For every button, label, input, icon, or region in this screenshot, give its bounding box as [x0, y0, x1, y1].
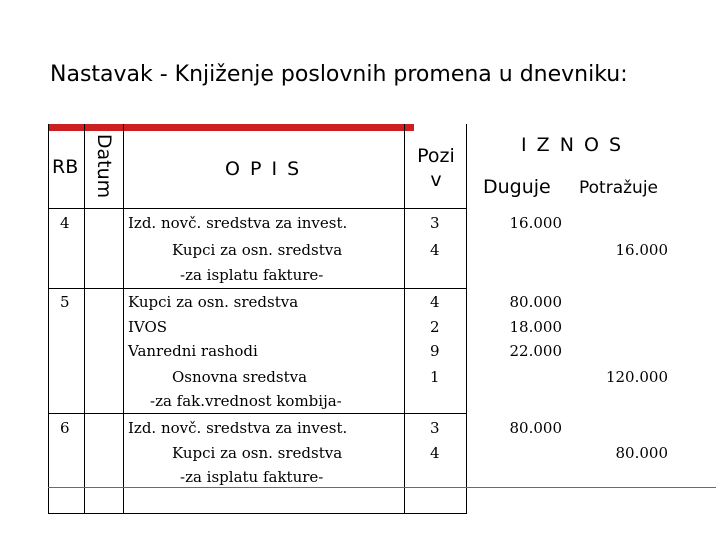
- row-duguje: 16.000: [509, 214, 562, 232]
- row-rb: 5: [60, 293, 70, 311]
- table-left-border: [48, 124, 49, 514]
- row-potrazuje: 120.000: [605, 368, 668, 386]
- row-opis: Vanredni rashodi: [128, 342, 258, 360]
- row-opis: Izd. novč. sredstva za invest.: [128, 419, 348, 437]
- row-opis: Kupci za osn. sredstva: [128, 293, 299, 311]
- row-duguje: 80.000: [509, 293, 562, 311]
- row-pozicija: 4: [430, 293, 440, 311]
- row-pozicija: 9: [430, 342, 440, 360]
- row-rb: 6: [60, 419, 70, 437]
- row-opis-note: -za isplatu fakture-: [180, 468, 324, 486]
- table-bottom-border: [48, 513, 466, 514]
- header-iznos: I Z N O S: [521, 134, 624, 156]
- row-duguje: 22.000: [509, 342, 562, 360]
- row-opis: Izd. novč. sredstva za invest.: [128, 214, 348, 232]
- row-opis: Osnovna sredstva: [172, 368, 308, 386]
- row-opis: IVOS: [128, 318, 168, 336]
- header-duguje: Duguje: [483, 176, 551, 198]
- title-accent-bar: [48, 124, 414, 131]
- row-opis: Kupci za osn. sredstva: [172, 241, 343, 259]
- row-potrazuje: 80.000: [615, 444, 668, 462]
- opis-column-divider: [404, 124, 405, 514]
- page-title: Nastavak - Knjiženje poslovnih promena u dnevniku:: [50, 62, 628, 87]
- row-pozicija: 4: [430, 444, 440, 462]
- row-pozicija: 1: [430, 368, 440, 386]
- row-pozicija: 2: [430, 318, 440, 336]
- row-pozicija: 4: [430, 241, 440, 259]
- row-potrazuje: 16.000: [615, 241, 668, 259]
- row-opis: Kupci za osn. sredstva: [172, 444, 343, 462]
- header-divider: [48, 208, 466, 209]
- row-rb: 4: [60, 214, 70, 232]
- row-opis-note: -za isplatu fakture-: [180, 266, 324, 284]
- header-potrazuje: Potražuje: [579, 178, 658, 198]
- row-pozicija: 3: [430, 419, 440, 437]
- row-pozicija: 3: [430, 214, 440, 232]
- header-rb: RB: [52, 156, 79, 178]
- header-datum-label: Datum: [93, 133, 115, 199]
- row-duguje: 18.000: [509, 318, 562, 336]
- header-pozicija: Pozi v: [417, 145, 455, 191]
- header-datum: [84, 131, 124, 201]
- red-rule: [48, 487, 716, 488]
- poz-column-divider: [466, 124, 467, 514]
- header-opis: O P I S: [225, 158, 302, 180]
- row-divider-2: [48, 413, 466, 414]
- row-divider-1: [48, 288, 466, 289]
- row-duguje: 80.000: [509, 419, 562, 437]
- row-opis-note: -za fak.vrednost kombija-: [150, 392, 342, 410]
